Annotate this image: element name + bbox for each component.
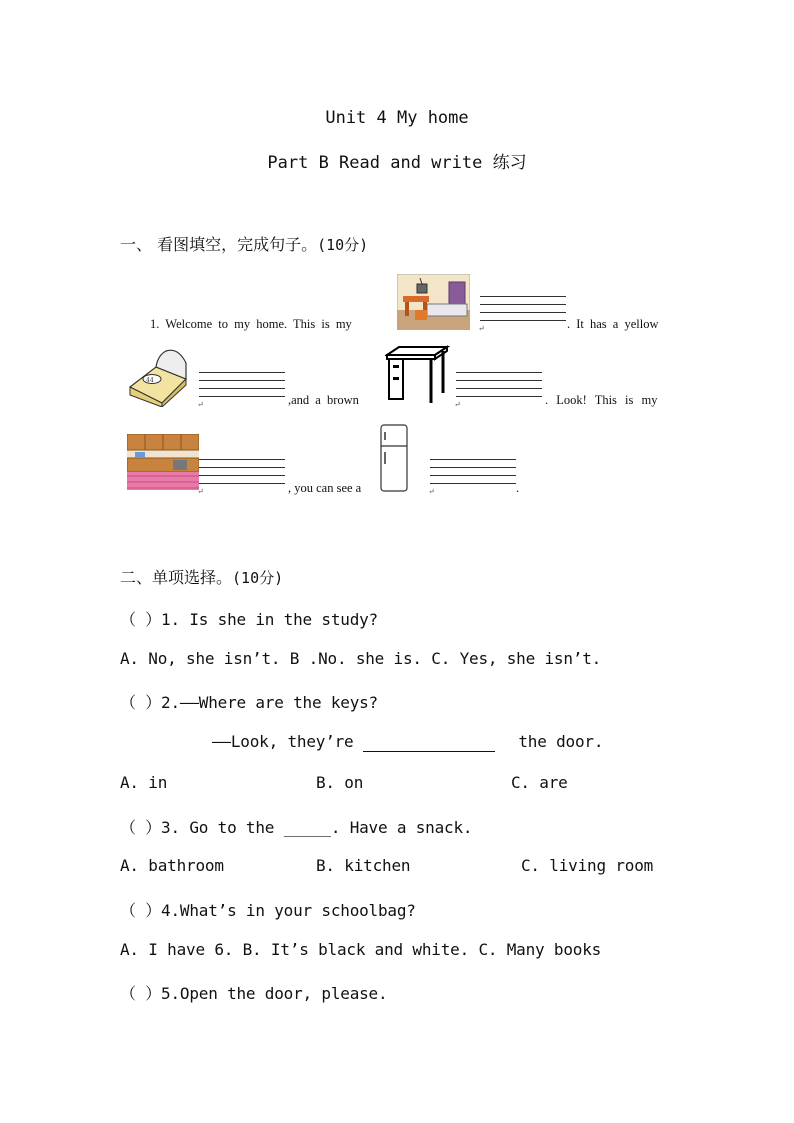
page-title: Unit 4 My home [325,108,469,128]
blank-2[interactable]: ↵ [199,372,285,404]
question-5: （ ）5.Open the door, please. [120,984,388,1003]
question-3-option-a: A. bathroom [120,856,224,875]
question-2-option-c: C. are [511,773,568,792]
question-1: （ ）1. Is she in the study? [120,610,378,629]
fill-text-1: 1. Welcome to my home. This is my [150,317,352,331]
section2-score: (10分) [232,569,284,587]
question-1-options: A. No, she isn’t. B .No. she is. C. Yes, she isn’t. [120,649,602,668]
section2-heading [120,565,283,588]
question-2-option-b: B. on [316,773,364,792]
section1-score: (10分) [317,236,369,254]
fridge-picture [380,424,408,492]
question-2: （ ）2.——Where are the keys? [120,693,378,712]
blank-4[interactable]: ↵ [199,459,285,491]
desk-picture [385,345,450,407]
question-2-blank[interactable] [363,732,495,752]
bedroom-picture [397,274,470,330]
svg-text:44: 44 [146,377,154,384]
blank-3[interactable]: ↵ [456,372,542,404]
question-2-option-a: A. in [120,773,168,792]
section2-heading-text: 二、单项选择。 [120,568,233,587]
question-3: （ ）3. Go to the _____. Have a snack. [120,818,473,837]
question-3-option-c: C. living room [521,856,654,875]
section1-heading-text: 一、 看图填空，完成句子。 [120,235,318,254]
fill-text-6: . [516,481,520,495]
bed-picture [122,343,188,407]
question-2-line2-start: ——Look, they’re [212,732,354,751]
kitchen-picture [127,434,199,490]
blank-1[interactable]: ↵ [480,296,566,328]
fill-text-3: ,and a brown [288,393,359,407]
fill-text-2: . It has a yellow [567,317,659,331]
fill-text-4: . Look! This is my [545,393,658,407]
question-3-option-b: B. kitchen [316,856,411,875]
blank-5[interactable]: ↵ [430,459,516,491]
question-4-options: A. I have 6. B. It’s black and white. C. Many books [120,940,602,959]
section1-heading [120,232,368,255]
question-2-line2 [212,732,603,752]
page-subtitle: Part B Read and write 练习 [267,153,527,173]
question-4: （ ）4.What’s in your schoolbag? [120,901,416,920]
question-2-line2-end: the door. [518,732,604,751]
fill-text-5: , you can see a [288,481,362,495]
